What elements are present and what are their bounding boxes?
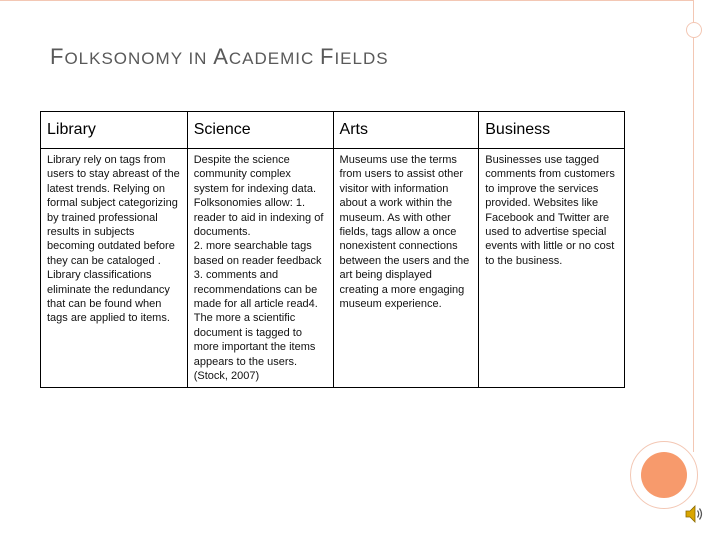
- header-science: Science: [187, 112, 333, 149]
- header-arts: Arts: [333, 112, 479, 149]
- frame-right-line: [693, 0, 694, 452]
- cell-arts: Museums use the terms from users to assist other visitor with information about a work within the museum. As with other fields, tags allow a once nonexistent connections between the users and the art being displayed creating a more engaging museum experience.: [333, 149, 479, 388]
- folksonomy-table: [40, 111, 625, 388]
- slide-title: FOLKSONOMY IN ACADEMIC FIELDS: [50, 44, 389, 69]
- decorative-circle-accent: [641, 452, 687, 498]
- speaker-icon[interactable]: [683, 503, 705, 525]
- decorative-circle-top: [686, 22, 702, 38]
- table-row: [41, 149, 625, 388]
- cell-science: Despite the science community complex system for indexing data. Folksonomies allow: 1. reader to aid in indexing of documents. 2. more searchable tags based on reader feedback 3. comments and recommendations can be made for all article read4. The more a scientific document is tagged to more important the items appears to the users. (Stock, 2007): [187, 149, 333, 388]
- header-library: Library: [41, 112, 188, 149]
- cell-business: Businesses use tagged comments from customers to improve the services provided. Websites like Facebook and Twitter are used to advertise special events with little or no cost to the business.: [479, 149, 625, 388]
- table-header-row: [41, 112, 625, 149]
- cell-library: Library rely on tags from users to stay abreast of the latest trends. Relying on formal subject categorizing by trained professional results in subjects becoming outdated before they can be cataloged . Library classifications eliminate the redundancy that can be found when tags are applied to items.: [41, 149, 188, 388]
- frame-top-line: [0, 0, 694, 1]
- header-business: Business: [479, 112, 625, 149]
